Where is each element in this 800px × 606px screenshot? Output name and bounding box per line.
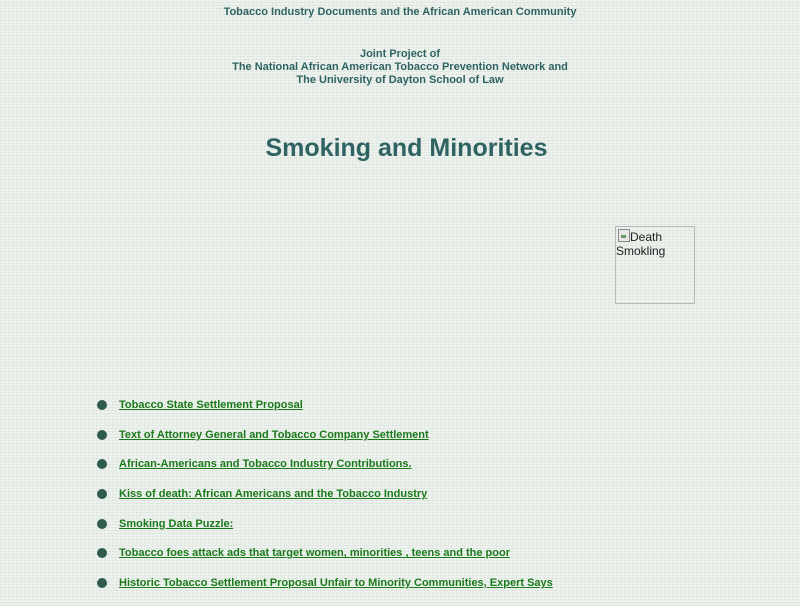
joint-project-credits	[0, 48, 800, 87]
page-title: Smoking and Minorities	[265, 134, 548, 162]
bullet-icon	[97, 459, 107, 469]
link-smoking-data-puzzle[interactable]: Smoking Data Puzzle:	[119, 517, 234, 530]
bullet-icon	[97, 578, 107, 588]
broken-image-placeholder	[615, 226, 695, 304]
bullet-icon	[97, 430, 107, 440]
broken-image-icon	[618, 229, 630, 242]
bullet-icon	[97, 400, 107, 410]
bullet-icon	[97, 548, 107, 558]
joint-project-label: Joint Project of	[359, 48, 441, 60]
link-historic-settlement-proposal[interactable]: Historic Tobacco Settlement Proposal Unfair to Minority Communities, Expert Says	[119, 577, 553, 590]
joint-project-partner-2: The University of Dayton School of Law	[296, 74, 504, 86]
link-attorney-general-settlement[interactable]: Text of Attorney General and Tobacco Company Settlement	[119, 428, 429, 441]
link-industry-contributions[interactable]: African-Americans and Tobacco Industry Contributions.	[119, 458, 412, 471]
link-tobacco-state-settlement[interactable]: Tobacco State Settlement Proposal	[119, 399, 303, 411]
site-header: Tobacco Industry Documents and the African American Community	[223, 6, 577, 18]
image-alt-text: Death Smokling	[616, 230, 666, 258]
link-kiss-of-death[interactable]: Kiss of death: African Americans and the Tobacco Industry	[119, 488, 428, 501]
joint-project-partner-1: The National African American Tobacco Prevention Network and	[232, 61, 568, 73]
bullet-icon	[97, 519, 107, 529]
bullet-icon	[97, 489, 107, 499]
link-tobacco-foes-attack-ads[interactable]: Tobacco foes attack ads that target women, minorities , teens and the poor	[119, 547, 510, 560]
